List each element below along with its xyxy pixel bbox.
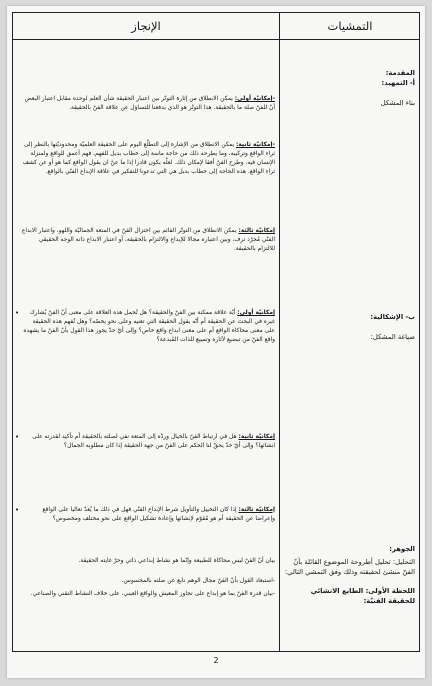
core-point-3: -بيان قدرة الفنّ بما هو إبداع على تجاوز المعيش والواقع العيني، على خلاف النشاط التقني والصناعي.	[30, 591, 275, 597]
step-a: أ- التمهيد:	[381, 79, 415, 87]
core-point-1: بيان أنّ الفنّ ليس محاكاة للطبيعة وإنّما هو نشاط إبداعي ذاتي وحرّ غايته الحقيقة.	[78, 558, 275, 564]
intro-possibility-1: -إمكانيّة أولى: يمكن الانطلاق من إثارة التوتّر بين اعتبار الحقيقة شأن العلم لوحده مقابل اعتبار البعض أنّ للفنّ صلة ما بالحقيقة. هذا التوتّر هو الذي يدفعنا للتساؤل عن علاقة الفنّ بالحقيقة.	[24, 96, 275, 112]
problem-possibility-2: • إمكانيّة ثانية: هل في ارتباط الفنّ بالخيال وردّه إلى المتعة نفي لصلته بالحقيقة أم تأكيد لقدرته على انشائها؟ وإلى أيّ حدّ يحقّ لنا الحكم على الفنّ من جهة الحقيقة إذا كان مطلوبه الجمال؟	[15, 433, 275, 450]
step-intro: المقدمة:	[385, 69, 415, 77]
page-number: 2	[213, 656, 219, 665]
problem-possibility-3: • إمكانيّة ثالثة: إذا كان التخييل والتأويل شرط الإبداع الفنّي فهل في ذلك ما يُعدّ تعاليا على الواقع وإعراضا عن الحقيقة أم هو مُقوّم لإنشائها وإعادة تشكيل الواقع على نحو مختلف ومخصوص؟	[15, 505, 275, 522]
core-point-2: -استبعاد القول بأنّ الفنّ مجال الوهم نابع عن صلته بالمحسوس.	[121, 578, 275, 584]
header-divider	[13, 39, 419, 40]
header-achievement: الإنجاز	[131, 19, 161, 33]
step-analysis: التحليل: تحليل أطروحة الموضوع القائلة بأنّ الفنّ منشئ لحقيقته وذلك وفق التمشي التالي:	[284, 558, 415, 576]
intro-possibility-2: -إمكانيّة ثانية: يمكن الانطلاق من الإشارة إلى التطلّع اليوم على الحقيقة العلميّة ومحدوديّتها بالنظر إلى ثراء الواقع وتركيبه، وما يطرحه ذلك من حاجة ماسة إلى خطاب بديل للفهم، فهم أعمق للواقع ولمنزلة الإنسان فيه. وطرح الفنّ أفقا لإمكان ذلك. لعلّه يكون قادرا إذا ما عنّ ان يقول الواقع كما هو أو عن كشف ثراء الواقع. هذه الحاجة إلى خطاب بديل هي التي تدعونا للتفكير في علاقة الإبداع الفنّي بالواقع.	[22, 142, 275, 176]
bullet-icon: •	[15, 433, 20, 442]
lesson-table	[12, 12, 420, 652]
step-moment-one: اللحظة الأولى: الطابع الانشائي للحقيقة الفنيّة:	[310, 587, 415, 605]
step-formulation: صياغة المشكل:	[370, 333, 415, 341]
header-steps: التمشيات	[327, 19, 373, 33]
document-page	[7, 6, 425, 678]
problem-possibility-1: • إمكانيّة أولى: أيّة علاقة ممكنة بين الفنّ والحقيقة؟ هل تُحمل هذه العلاقة على معنى أنّ الفنّ يُشارك غيره في البحث عن الحقيقة أم أنّه يقول الحقيقة التي تعنيه وعلى نحو يخصّه؟ وهل تُفهم هذه الحقيقة على معنى محاكاة الواقع أم على معنى ابداع واقع خاص؟ وإلى أيّ حدّ يجوز هذا القول بأنّ الفنّ ما يشهده واقع الفنّ من تبضيع لآثاره وتمييع للذات المُبدعة؟	[15, 309, 275, 344]
column-divider	[279, 13, 280, 651]
step-b: ب- الإشكالية:	[370, 313, 415, 321]
bullet-icon: •	[15, 505, 20, 514]
step-build-problem: بناء المشكل	[380, 99, 415, 107]
step-core: الجوهر:	[389, 545, 415, 553]
bullet-icon: •	[15, 309, 20, 317]
intro-possibility-3: إمكانيّة ثالثة: يمكن الانطلاق من التوتّر القائم بين اختزال الفنّ في المتعة الجماليّة واللهو، واعتبار الابداع الفنّي مُجرّد ترف، وبين اعتباره مجالا للإبداع والالتزام بالحقيقة، أو اعتبار الابداع ذاته الوجه الحقيقي للالتزام بالحقيقة.	[21, 228, 275, 253]
